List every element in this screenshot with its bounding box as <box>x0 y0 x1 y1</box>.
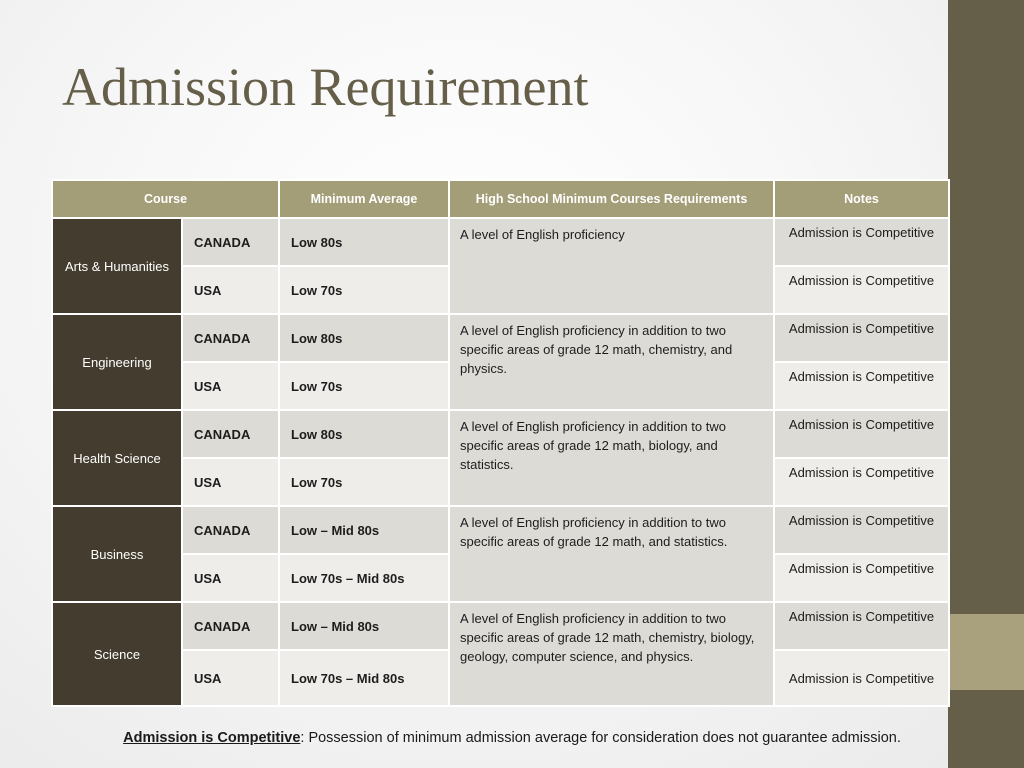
footnote-term: Admission is Competitive <box>123 730 301 746</box>
course-name: Arts & Humanities <box>52 218 182 314</box>
country-cell: USA <box>182 554 279 602</box>
table-header-row <box>52 180 949 218</box>
notes-cell: Admission is Competitive <box>774 266 949 314</box>
header-minimum-average: Minimum Average <box>279 180 449 218</box>
requirement-cell: A level of English proficiency in addition to two specific areas of grade 12 math, chemistry, biology, geology, computer science, and physics. <box>449 602 774 706</box>
country-cell: CANADA <box>182 602 279 650</box>
table-row <box>52 410 949 458</box>
average-cell: Low 80s <box>279 410 449 458</box>
footnote-text: : Possession of minimum admission average for consideration does not guarantee admission. <box>300 730 901 746</box>
requirement-cell: A level of English proficiency in addition to two specific areas of grade 12 math, biology, and statistics. <box>449 410 774 506</box>
average-cell: Low 70s <box>279 458 449 506</box>
country-cell: USA <box>182 650 279 706</box>
notes-cell: Admission is Competitive <box>774 362 949 410</box>
average-cell: Low – Mid 80s <box>279 506 449 554</box>
notes-cell: Admission is Competitive <box>774 506 949 554</box>
requirement-cell: A level of English proficiency <box>449 218 774 314</box>
notes-cell: Admission is Competitive <box>774 314 949 362</box>
country-cell: CANADA <box>182 410 279 458</box>
average-cell: Low – Mid 80s <box>279 602 449 650</box>
notes-cell: Admission is Competitive <box>774 602 949 650</box>
header-courses-requirements: High School Minimum Courses Requirements <box>449 180 774 218</box>
course-name: Science <box>52 602 182 706</box>
course-name: Health Science <box>52 410 182 506</box>
notes-cell: Admission is Competitive <box>774 650 949 706</box>
average-cell: Low 70s – Mid 80s <box>279 650 449 706</box>
table-row <box>52 506 949 554</box>
admission-requirements-table <box>51 179 950 707</box>
table-row <box>52 218 949 266</box>
requirement-cell: A level of English proficiency in addition to two specific areas of grade 12 math, and statistics. <box>449 506 774 602</box>
country-cell: CANADA <box>182 218 279 266</box>
footnote <box>0 730 1024 746</box>
country-cell: USA <box>182 266 279 314</box>
average-cell: Low 70s <box>279 362 449 410</box>
table-row <box>52 314 949 362</box>
average-cell: Low 80s <box>279 314 449 362</box>
notes-cell: Admission is Competitive <box>774 554 949 602</box>
notes-cell: Admission is Competitive <box>774 218 949 266</box>
country-cell: CANADA <box>182 506 279 554</box>
country-cell: USA <box>182 458 279 506</box>
header-notes: Notes <box>774 180 949 218</box>
average-cell: Low 70s <box>279 266 449 314</box>
course-name: Engineering <box>52 314 182 410</box>
country-cell: CANADA <box>182 314 279 362</box>
page-title: Admission Requirement <box>62 57 589 117</box>
average-cell: Low 80s <box>279 218 449 266</box>
header-course: Course <box>52 180 279 218</box>
table-row <box>52 602 949 650</box>
course-name: Business <box>52 506 182 602</box>
notes-cell: Admission is Competitive <box>774 458 949 506</box>
average-cell: Low 70s – Mid 80s <box>279 554 449 602</box>
notes-cell: Admission is Competitive <box>774 410 949 458</box>
side-decor-accent <box>948 614 1024 690</box>
country-cell: USA <box>182 362 279 410</box>
requirement-cell: A level of English proficiency in addition to two specific areas of grade 12 math, chemistry, and physics. <box>449 314 774 410</box>
